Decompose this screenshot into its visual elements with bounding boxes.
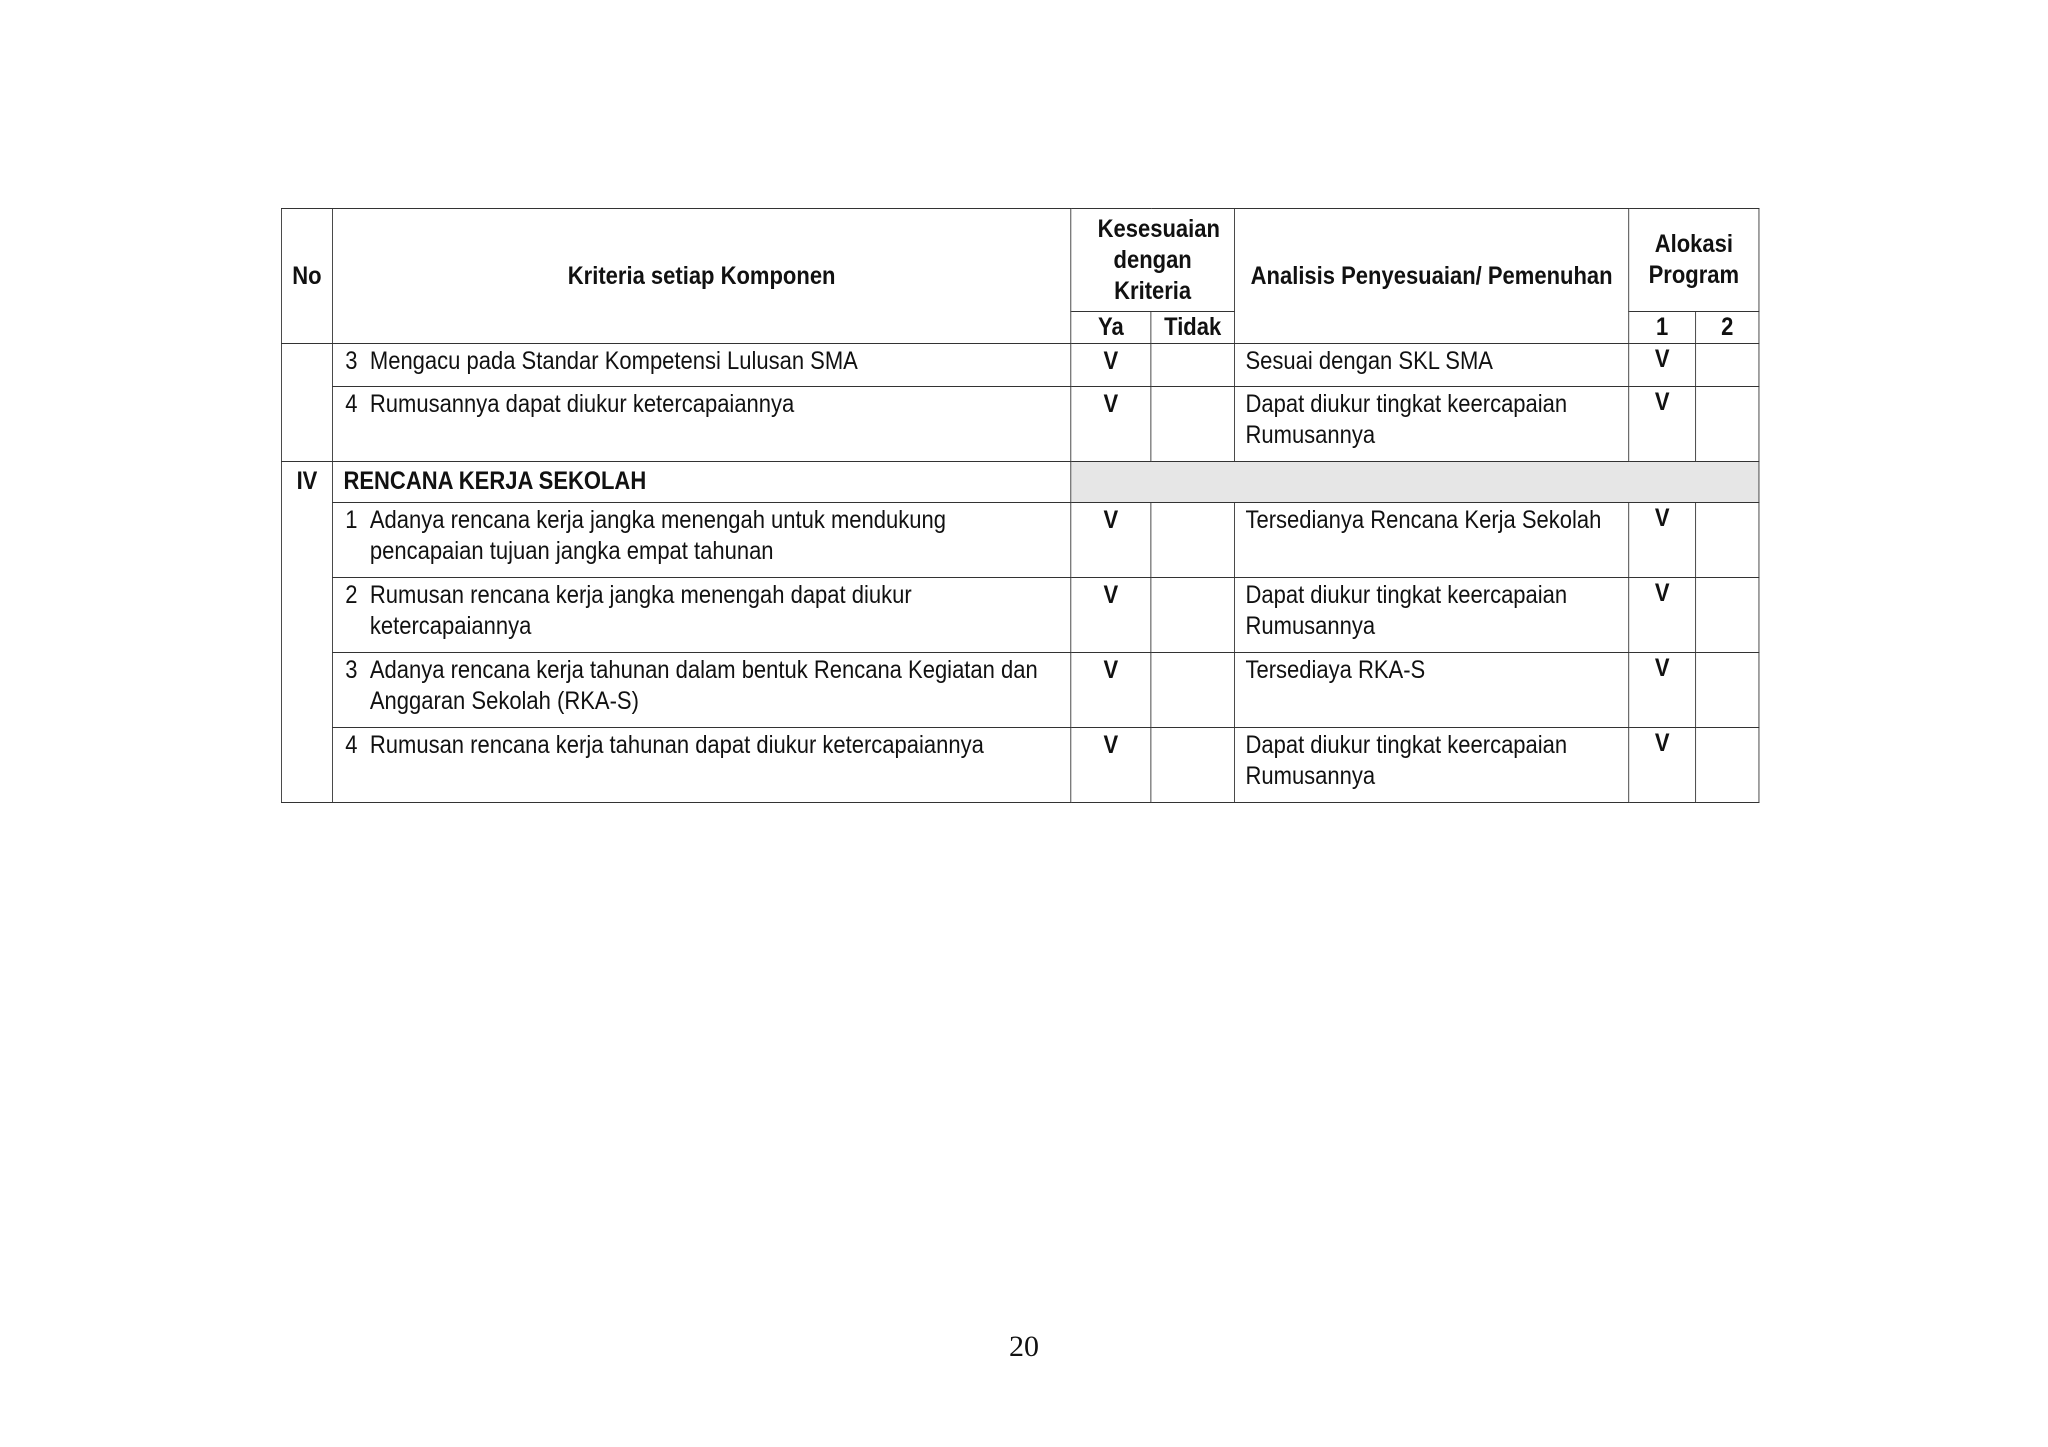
section-number: IV [281, 462, 332, 803]
analysis-cell: Dapat diukur tingkat keercapaian Rumusannya [1234, 728, 1628, 803]
section-title: RENCANA KERJA SEKOLAH [332, 462, 1070, 503]
criteria-number: 4 [345, 390, 358, 418]
criteria-table [281, 208, 1759, 803]
table-row [281, 503, 1759, 578]
table-row [281, 344, 1759, 387]
header-alokasi: Alokasi Program [1629, 209, 1759, 312]
criteria-cell [332, 344, 1070, 387]
page-number: 20 [1009, 1330, 1039, 1363]
ya-cell: V [1071, 728, 1151, 803]
program-2-cell [1696, 387, 1759, 462]
program-1-cell: V [1629, 344, 1696, 387]
ya-cell: V [1071, 387, 1151, 462]
program-2-cell [1696, 653, 1759, 728]
criteria-text: Rumusan rencana kerja jangka menengah dapat diukur ketercapaiannya [369, 581, 912, 640]
program-2-cell [1696, 728, 1759, 803]
table-row [281, 728, 1759, 803]
criteria-cell [332, 578, 1070, 653]
tidak-cell [1151, 344, 1235, 387]
ya-cell: V [1071, 503, 1151, 578]
table-row [281, 387, 1759, 462]
criteria-text: Rumusannya dapat diukur ketercapaiannya [369, 390, 795, 418]
criteria-number: 3 [345, 347, 358, 375]
criteria-cell [332, 503, 1070, 578]
ya-cell: V [1071, 653, 1151, 728]
program-1-cell: V [1629, 387, 1696, 462]
header-tidak: Tidak [1151, 312, 1235, 344]
program-2-cell [1696, 503, 1759, 578]
criteria-cell [332, 728, 1070, 803]
analysis-cell: Sesuai dengan SKL SMA [1234, 344, 1628, 387]
criteria-text: Adanya rencana kerja tahunan dalam bentuk Rencana Kegiatan dan Anggaran Sekolah (RKA-S) [369, 656, 1038, 715]
criteria-cell [332, 653, 1070, 728]
header-program-1: 1 [1629, 312, 1696, 344]
criteria-text: Adanya rencana kerja jangka menengah untuk mendukung pencapaian tujuan jangka empat tahunan [369, 506, 946, 565]
table-row [281, 653, 1759, 728]
header-program-2: 2 [1696, 312, 1759, 344]
criteria-number: 2 [345, 581, 358, 609]
header-kriteria: Kriteria setiap Komponen [332, 209, 1070, 344]
criteria-cell [332, 387, 1070, 462]
table-row [281, 578, 1759, 653]
criteria-number: 1 [345, 506, 358, 534]
tidak-cell [1151, 387, 1235, 462]
program-1-cell: V [1629, 653, 1696, 728]
header-no: No [281, 209, 332, 344]
criteria-number: 4 [345, 731, 358, 759]
criteria-text: Mengacu pada Standar Kompetensi Lulusan SMA [369, 347, 858, 375]
section-header-row [281, 462, 1759, 503]
analysis-cell: Dapat diukur tingkat keercapaian Rumusannya [1234, 387, 1628, 462]
program-2-cell [1696, 578, 1759, 653]
criteria-text: Rumusan rencana kerja tahunan dapat diukur ketercapaiannya [369, 731, 984, 759]
header-analisis: Analisis Penyesuaian/ Pemenuhan [1234, 209, 1628, 344]
criteria-number: 3 [345, 656, 358, 684]
tidak-cell [1151, 728, 1235, 803]
ya-cell: V [1071, 344, 1151, 387]
ya-cell: V [1071, 578, 1151, 653]
program-1-cell: V [1629, 503, 1696, 578]
analysis-cell: Tersedianya Rencana Kerja Sekolah [1234, 503, 1628, 578]
analysis-cell: Dapat diukur tingkat keercapaian Rumusannya [1234, 578, 1628, 653]
program-1-cell: V [1629, 578, 1696, 653]
tidak-cell [1151, 503, 1235, 578]
header-ya: Ya [1071, 312, 1151, 344]
analysis-cell: Tersediaya RKA-S [1234, 653, 1628, 728]
header-kesesuaian: Kesesuaian dengan Kriteria [1071, 209, 1235, 312]
no-cell-empty [281, 344, 332, 462]
program-2-cell [1696, 344, 1759, 387]
tidak-cell [1151, 653, 1235, 728]
program-1-cell: V [1629, 728, 1696, 803]
section-shaded-cell [1071, 462, 1759, 503]
tidak-cell [1151, 578, 1235, 653]
